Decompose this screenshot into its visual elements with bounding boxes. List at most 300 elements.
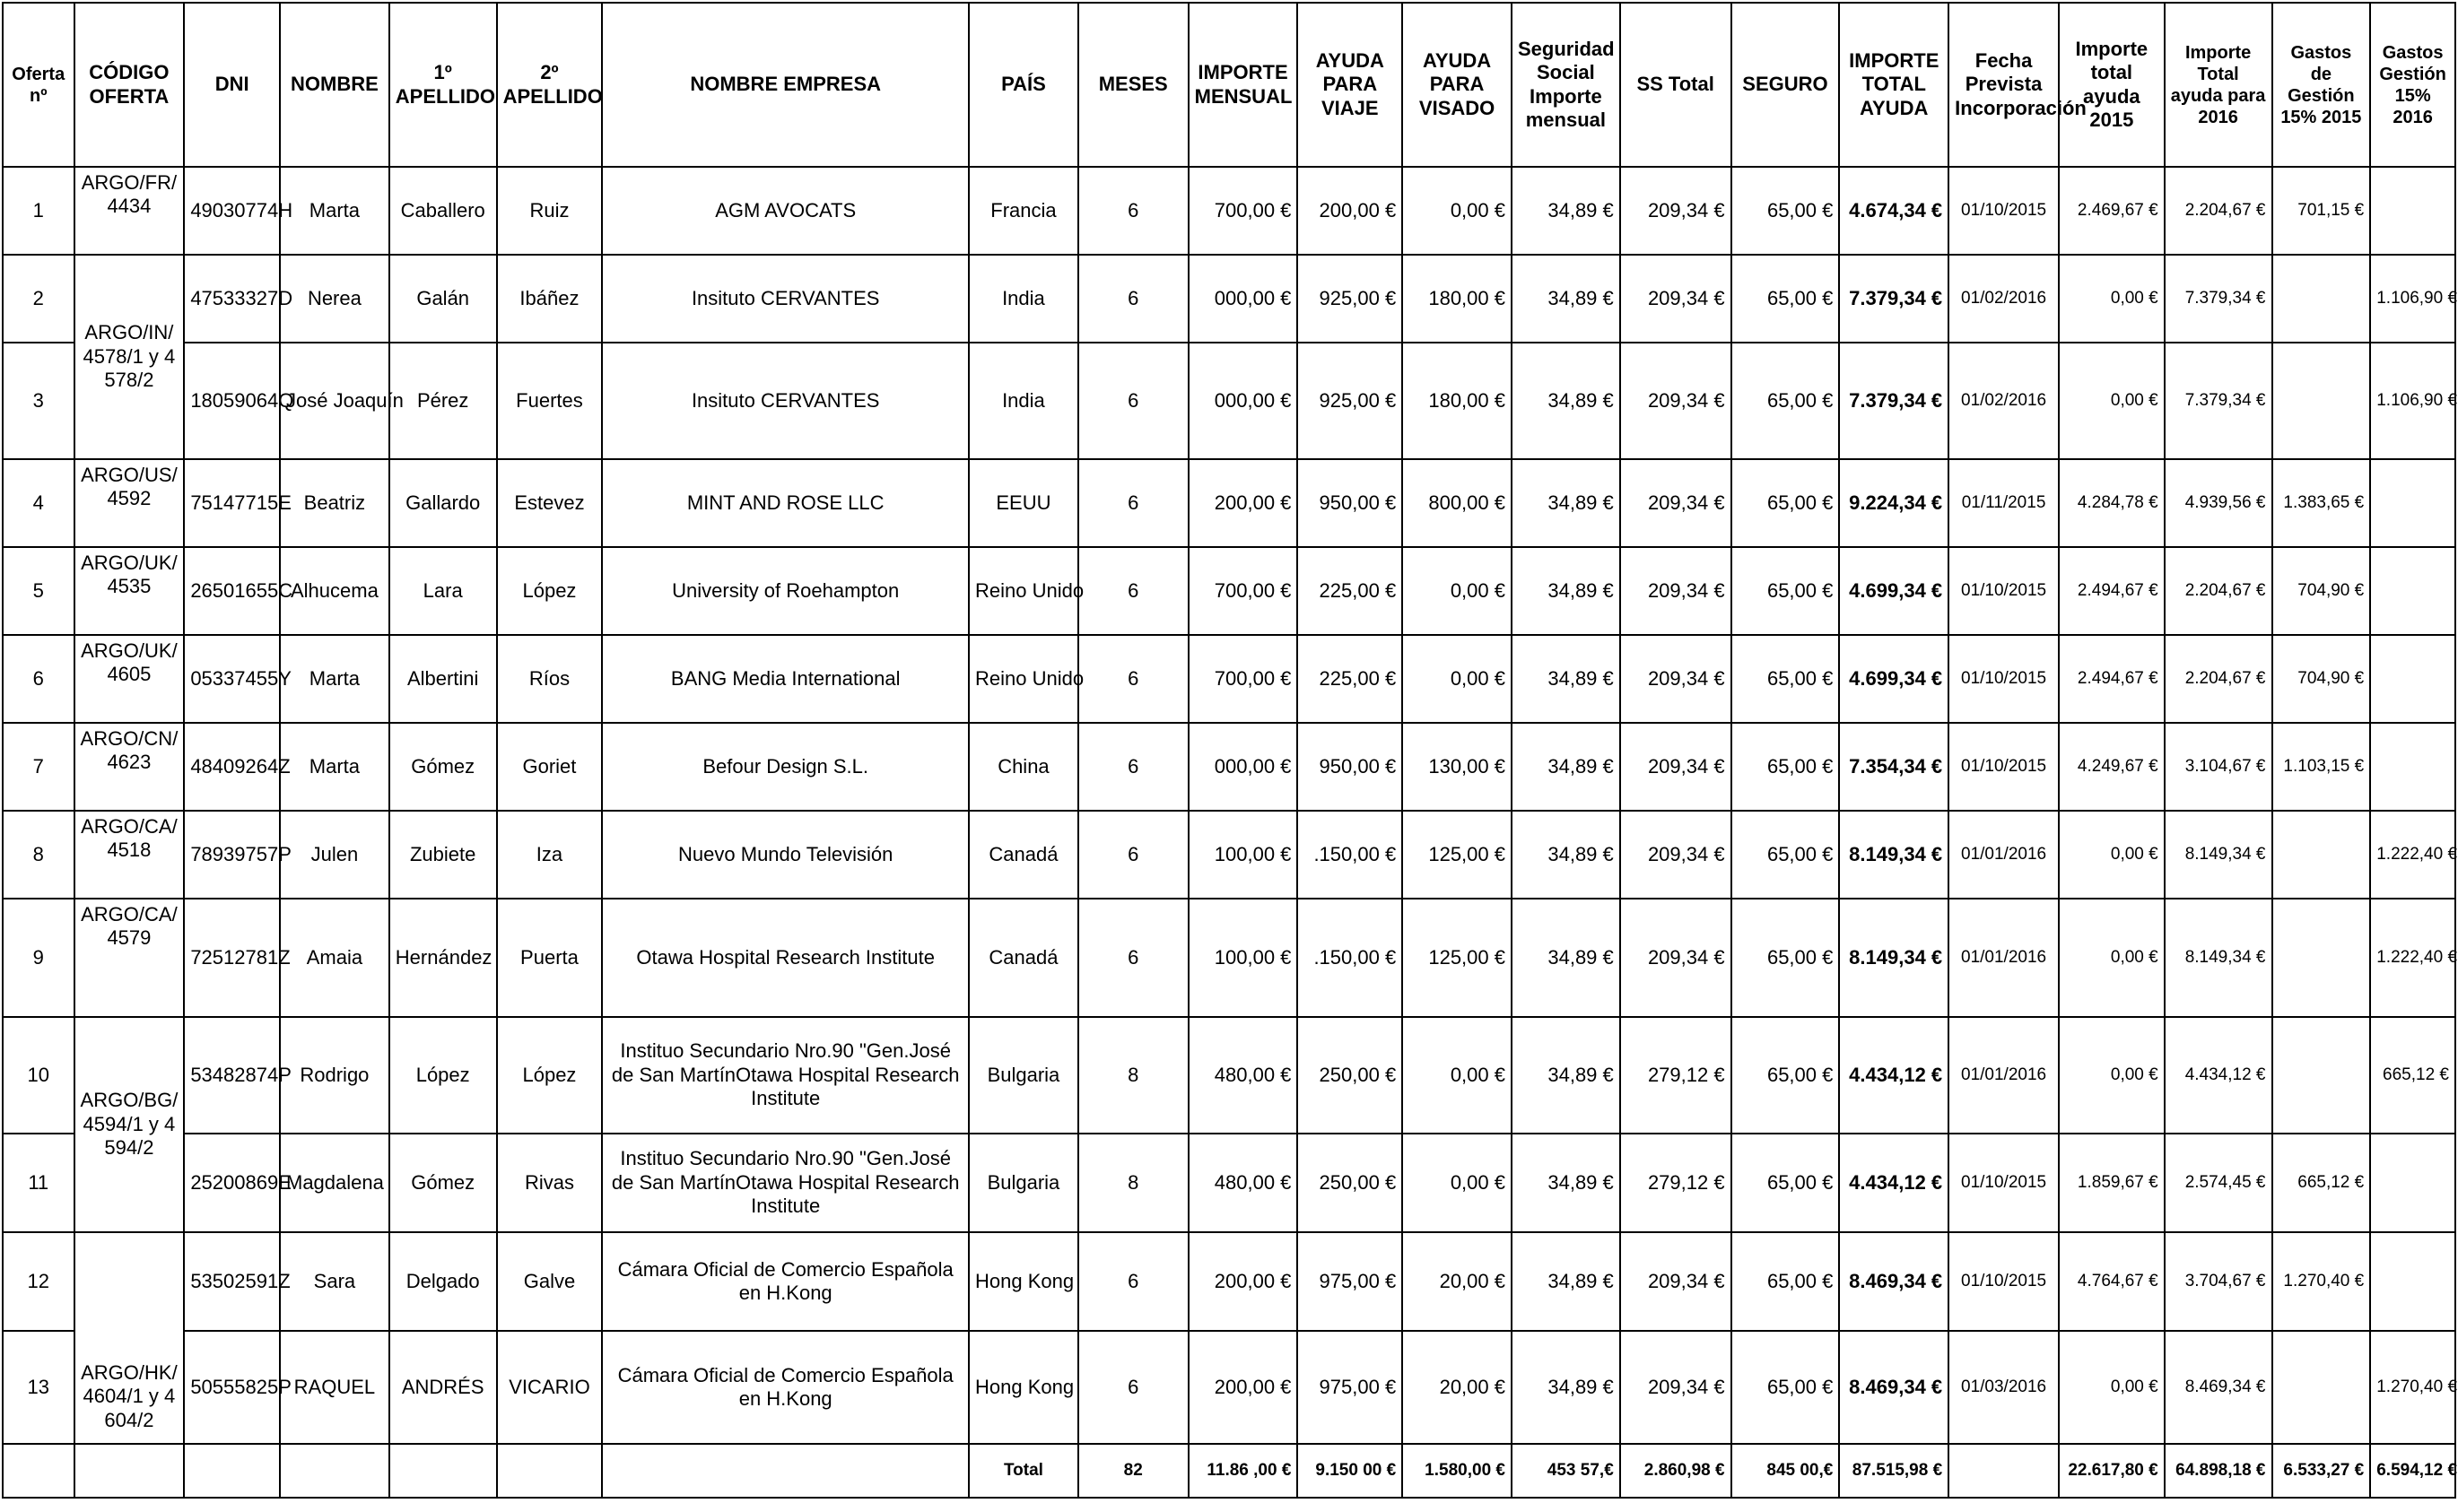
cell-pais: EEUU <box>969 459 1078 547</box>
cell-empresa: Befour Design S.L. <box>602 723 969 811</box>
cell-importe-2015: 1.859,67 € <box>2059 1134 2165 1232</box>
cell-dni: 05337455Y <box>184 635 280 723</box>
cell-empresa: Otawa Hospital Research Institute <box>602 899 969 1017</box>
cell-ss-total: 209,34 € <box>1620 343 1731 459</box>
cell-ayuda-viaje: 925,00 € <box>1297 255 1402 343</box>
cell-ss-mensual: 34,89 € <box>1512 547 1620 635</box>
cell-dni: 50555825P <box>184 1331 280 1444</box>
cell-pais: Bulgaria <box>969 1017 1078 1134</box>
cell-fecha: 01/01/2016 <box>1948 899 2059 1017</box>
cell-ayuda-viaje: 975,00 € <box>1297 1331 1402 1444</box>
cell-dni: 48409264Z <box>184 723 280 811</box>
header-meses: MESES <box>1078 3 1189 167</box>
table-row <box>3 255 2455 343</box>
cell-ss-total: 209,34 € <box>1620 811 1731 899</box>
cell-fecha: 01/10/2015 <box>1948 1134 2059 1232</box>
cell-importe-2016: 2.574,45 € <box>2165 1134 2272 1232</box>
header-pais: PAÍS <box>969 3 1078 167</box>
cell-ayuda-visado: 180,00 € <box>1402 343 1512 459</box>
cell-nombre: RAQUEL <box>280 1331 389 1444</box>
cell-importe-2016: 8.469,34 € <box>2165 1331 2272 1444</box>
cell-gastos-2015: 701,15 € <box>2272 167 2371 255</box>
cell-oferta: 12 <box>3 1232 74 1331</box>
table-row <box>3 1134 2455 1232</box>
cell-gastos-2015: 1.270,40 € <box>2272 1232 2371 1331</box>
cell-dni: 49030774H <box>184 167 280 255</box>
cell-ss-total: 209,34 € <box>1620 167 1731 255</box>
cell-gastos-2016 <box>2370 723 2455 811</box>
cell-ss-total: 209,34 € <box>1620 723 1731 811</box>
cell-empresa: AGM AVOCATS <box>602 167 969 255</box>
cell-gastos-2016: 1.222,40 € <box>2370 899 2455 1017</box>
cell-ayuda-visado: 130,00 € <box>1402 723 1512 811</box>
cell-ayuda-viaje: .150,00 € <box>1297 811 1402 899</box>
cell-gastos-2016: 1.270,40 € <box>2370 1331 2455 1444</box>
cell-apellido1: Caballero <box>389 167 497 255</box>
cell-ss-mensual: 34,89 € <box>1512 811 1620 899</box>
cell-ayuda-viaje: 250,00 € <box>1297 1017 1402 1134</box>
cell-importe-mensual: 200,00 € <box>1189 1232 1298 1331</box>
cell-importe-total: 4.699,34 € <box>1839 635 1948 723</box>
cell-nombre: Sara <box>280 1232 389 1331</box>
cell-ayuda-visado: 180,00 € <box>1402 255 1512 343</box>
cell-codigo: ARGO/UK/4535 <box>74 547 185 635</box>
cell-nombre: Marta <box>280 723 389 811</box>
cell-fecha: 01/10/2015 <box>1948 723 2059 811</box>
cell-importe-total: 4.674,34 € <box>1839 167 1948 255</box>
table-row <box>3 635 2455 723</box>
cell-fecha: 01/02/2016 <box>1948 343 2059 459</box>
header-ayuda-viaje: AYUDA PARA VIAJE <box>1297 3 1402 167</box>
cell-nombre: Amaia <box>280 899 389 1017</box>
cell-codigo: ARGO/FR/4434 <box>74 167 185 255</box>
total-importe-2015: 22.617,80 € <box>2059 1444 2165 1498</box>
cell-empresa: University of Roehampton <box>602 547 969 635</box>
header-fecha: Fecha Prevista Incorporación <box>1948 3 2059 167</box>
cell-ss-total: 209,34 € <box>1620 899 1731 1017</box>
cell-apellido2: López <box>497 547 603 635</box>
cell-ss-total: 209,34 € <box>1620 1331 1731 1444</box>
cell-importe-mensual: 000,00 € <box>1189 343 1298 459</box>
cell-ayuda-viaje: 250,00 € <box>1297 1134 1402 1232</box>
cell-seguro: 65,00 € <box>1731 811 1840 899</box>
table-row <box>3 547 2455 635</box>
cell-importe-2015: 2.494,67 € <box>2059 635 2165 723</box>
cell-importe-2015: 0,00 € <box>2059 343 2165 459</box>
header-oferta: Oferta nº <box>3 3 74 167</box>
cell-seguro: 65,00 € <box>1731 1331 1840 1444</box>
cell-apellido1: Hernández <box>389 899 497 1017</box>
cell-oferta: 10 <box>3 1017 74 1134</box>
cell-ss-mensual: 34,89 € <box>1512 1134 1620 1232</box>
cell-empty <box>74 1444 185 1498</box>
cell-ayuda-visado: 125,00 € <box>1402 811 1512 899</box>
header-ayuda-visado: AYUDA PARA VISADO <box>1402 3 1512 167</box>
cell-seguro: 65,00 € <box>1731 255 1840 343</box>
cell-meses: 6 <box>1078 635 1189 723</box>
cell-importe-total: 8.469,34 € <box>1839 1331 1948 1444</box>
cell-empty <box>497 1444 603 1498</box>
cell-dni: 18059064Q <box>184 343 280 459</box>
cell-importe-2016: 8.149,34 € <box>2165 811 2272 899</box>
cell-empresa: Instituo Secundario Nro.90 "Gen.José de San MartínOtawa Hospital Research Institute <box>602 1134 969 1232</box>
cell-gastos-2016 <box>2370 167 2455 255</box>
cell-apellido2: Goriet <box>497 723 603 811</box>
cell-empresa: BANG Media International <box>602 635 969 723</box>
cell-codigo: ARGO/HK/4604/1 y 4604/2 <box>74 1232 185 1444</box>
cell-empty <box>280 1444 389 1498</box>
total-seguro: 845 00,€ <box>1731 1444 1840 1498</box>
cell-importe-2016: 2.204,67 € <box>2165 167 2272 255</box>
cell-empty <box>389 1444 497 1498</box>
cell-nombre: Alhucema <box>280 547 389 635</box>
header-importe-total: IMPORTE TOTAL AYUDA <box>1839 3 1948 167</box>
header-importe-mensual: IMPORTE MENSUAL <box>1189 3 1298 167</box>
cell-importe-mensual: 480,00 € <box>1189 1134 1298 1232</box>
cell-seguro: 65,00 € <box>1731 635 1840 723</box>
cell-ss-mensual: 34,89 € <box>1512 167 1620 255</box>
cell-ayuda-viaje: 225,00 € <box>1297 635 1402 723</box>
header-ss-mensual: Seguridad Social Importe mensual <box>1512 3 1620 167</box>
cell-oferta: 11 <box>3 1134 74 1232</box>
cell-importe-2015: 0,00 € <box>2059 255 2165 343</box>
cell-gastos-2016 <box>2370 459 2455 547</box>
header-apellido2: 2º APELLIDO <box>497 3 603 167</box>
cell-ayuda-visado: 20,00 € <box>1402 1331 1512 1444</box>
cell-ss-total: 209,34 € <box>1620 255 1731 343</box>
table-row <box>3 899 2455 1017</box>
cell-dni: 75147715E <box>184 459 280 547</box>
cell-ayuda-viaje: 950,00 € <box>1297 723 1402 811</box>
cell-fecha: 01/10/2015 <box>1948 1232 2059 1331</box>
total-label: Total <box>969 1444 1078 1498</box>
cell-importe-2016: 2.204,67 € <box>2165 547 2272 635</box>
cell-importe-2016: 7.379,34 € <box>2165 343 2272 459</box>
cell-ayuda-viaje: 975,00 € <box>1297 1232 1402 1331</box>
cell-importe-2015: 2.469,67 € <box>2059 167 2165 255</box>
cell-meses: 6 <box>1078 811 1189 899</box>
cell-importe-2016: 4.939,56 € <box>2165 459 2272 547</box>
cell-importe-2015: 0,00 € <box>2059 1017 2165 1134</box>
cell-pais: India <box>969 255 1078 343</box>
cell-meses: 6 <box>1078 1232 1189 1331</box>
header-row <box>3 3 2455 167</box>
cell-empresa: Insituto CERVANTES <box>602 255 969 343</box>
cell-importe-mensual: 000,00 € <box>1189 255 1298 343</box>
header-seguro: SEGURO <box>1731 3 1840 167</box>
cell-pais: China <box>969 723 1078 811</box>
cell-ss-total: 209,34 € <box>1620 459 1731 547</box>
total-ss-total: 2.860,98 € <box>1620 1444 1731 1498</box>
cell-pais: Canadá <box>969 899 1078 1017</box>
cell-apellido2: Galve <box>497 1232 603 1331</box>
table-row <box>3 167 2455 255</box>
cell-importe-mensual: 100,00 € <box>1189 899 1298 1017</box>
cell-pais: India <box>969 343 1078 459</box>
cell-importe-total: 4.434,12 € <box>1839 1017 1948 1134</box>
cell-ss-mensual: 34,89 € <box>1512 1232 1620 1331</box>
table-row <box>3 811 2455 899</box>
cell-importe-mensual: 480,00 € <box>1189 1017 1298 1134</box>
cell-gastos-2016: 1.106,90 € <box>2370 255 2455 343</box>
cell-meses: 6 <box>1078 1331 1189 1444</box>
cell-oferta: 8 <box>3 811 74 899</box>
cell-pais: Reino Unido <box>969 635 1078 723</box>
cell-ss-mensual: 34,89 € <box>1512 255 1620 343</box>
cell-apellido2: VICARIO <box>497 1331 603 1444</box>
cell-codigo: ARGO/US/4592 <box>74 459 185 547</box>
table-row <box>3 1017 2455 1134</box>
cell-nombre: Magdalena <box>280 1134 389 1232</box>
cell-dni: 53502591Z <box>184 1232 280 1331</box>
cell-importe-2016: 4.434,12 € <box>2165 1017 2272 1134</box>
cell-pais: Hong Kong <box>969 1331 1078 1444</box>
cell-fecha: 01/01/2016 <box>1948 811 2059 899</box>
cell-oferta: 1 <box>3 167 74 255</box>
cell-dni: 25200869E <box>184 1134 280 1232</box>
header-gastos-2015: Gastos de Gestión 15% 2015 <box>2272 3 2371 167</box>
cell-importe-2016: 2.204,67 € <box>2165 635 2272 723</box>
cell-oferta: 9 <box>3 899 74 1017</box>
cell-ayuda-viaje: 225,00 € <box>1297 547 1402 635</box>
cell-importe-mensual: 200,00 € <box>1189 459 1298 547</box>
cell-fecha: 01/10/2015 <box>1948 547 2059 635</box>
cell-apellido1: López <box>389 1017 497 1134</box>
cell-ayuda-visado: 800,00 € <box>1402 459 1512 547</box>
cell-ss-mensual: 34,89 € <box>1512 343 1620 459</box>
cell-codigo: ARGO/UK/4605 <box>74 635 185 723</box>
cell-apellido2: Estevez <box>497 459 603 547</box>
cell-importe-2016: 7.379,34 € <box>2165 255 2272 343</box>
header-gastos-2016: Gastos Gestión 15% 2016 <box>2370 3 2455 167</box>
cell-seguro: 65,00 € <box>1731 1134 1840 1232</box>
cell-apellido1: ANDRÉS <box>389 1331 497 1444</box>
cell-meses: 6 <box>1078 547 1189 635</box>
cell-gastos-2016: 1.106,90 € <box>2370 343 2455 459</box>
header-apellido1: 1º APELLIDO <box>389 3 497 167</box>
cell-gastos-2016 <box>2370 547 2455 635</box>
cell-empty <box>3 1444 74 1498</box>
cell-fecha: 01/02/2016 <box>1948 255 2059 343</box>
cell-gastos-2015 <box>2272 1017 2371 1134</box>
cell-ayuda-visado: 125,00 € <box>1402 899 1512 1017</box>
aid-spreadsheet <box>2 2 2456 1499</box>
cell-importe-2015: 0,00 € <box>2059 899 2165 1017</box>
cell-ayuda-visado: 0,00 € <box>1402 1017 1512 1134</box>
cell-nombre: Beatriz <box>280 459 389 547</box>
cell-dni: 53482874P <box>184 1017 280 1134</box>
cell-ss-total: 209,34 € <box>1620 635 1731 723</box>
cell-gastos-2016 <box>2370 635 2455 723</box>
cell-gastos-2015 <box>2272 255 2371 343</box>
header-importe-2015: Importe total ayuda 2015 <box>2059 3 2165 167</box>
cell-fecha: 01/03/2016 <box>1948 1331 2059 1444</box>
cell-seguro: 65,00 € <box>1731 1017 1840 1134</box>
totals-row <box>3 1444 2455 1498</box>
cell-importe-total: 4.434,12 € <box>1839 1134 1948 1232</box>
cell-importe-mensual: 000,00 € <box>1189 723 1298 811</box>
cell-ss-mensual: 34,89 € <box>1512 723 1620 811</box>
cell-apellido1: Gómez <box>389 723 497 811</box>
cell-oferta: 5 <box>3 547 74 635</box>
cell-ayuda-visado: 0,00 € <box>1402 167 1512 255</box>
cell-seguro: 65,00 € <box>1731 1232 1840 1331</box>
table-row <box>3 459 2455 547</box>
cell-nombre: Marta <box>280 167 389 255</box>
cell-gastos-2016: 1.222,40 € <box>2370 811 2455 899</box>
cell-fecha: 01/10/2015 <box>1948 635 2059 723</box>
cell-nombre: Marta <box>280 635 389 723</box>
cell-empresa: Insituto CERVANTES <box>602 343 969 459</box>
cell-codigo: ARGO/BG/4594/1 y 4594/2 <box>74 1017 185 1232</box>
cell-apellido2: Rivas <box>497 1134 603 1232</box>
cell-fecha: 01/01/2016 <box>1948 1017 2059 1134</box>
cell-seguro: 65,00 € <box>1731 459 1840 547</box>
cell-gastos-2016 <box>2370 1232 2455 1331</box>
cell-importe-total: 9.224,34 € <box>1839 459 1948 547</box>
cell-pais: Francia <box>969 167 1078 255</box>
cell-apellido1: Pérez <box>389 343 497 459</box>
cell-apellido2: Ibáñez <box>497 255 603 343</box>
cell-nombre: Julen <box>280 811 389 899</box>
cell-oferta: 2 <box>3 255 74 343</box>
cell-importe-mensual: 700,00 € <box>1189 547 1298 635</box>
cell-dni: 78939757P <box>184 811 280 899</box>
cell-importe-2015: 4.284,78 € <box>2059 459 2165 547</box>
cell-gastos-2015: 1.383,65 € <box>2272 459 2371 547</box>
cell-ss-mensual: 34,89 € <box>1512 899 1620 1017</box>
cell-seguro: 65,00 € <box>1731 167 1840 255</box>
cell-apellido2: Ríos <box>497 635 603 723</box>
cell-ayuda-visado: 0,00 € <box>1402 547 1512 635</box>
cell-empty <box>602 1444 969 1498</box>
cell-gastos-2015 <box>2272 811 2371 899</box>
cell-importe-total: 8.149,34 € <box>1839 811 1948 899</box>
cell-gastos-2015: 704,90 € <box>2272 635 2371 723</box>
cell-apellido2: Fuertes <box>497 343 603 459</box>
cell-importe-2015: 0,00 € <box>2059 811 2165 899</box>
total-gastos-2015: 6.533,27 € <box>2272 1444 2371 1498</box>
cell-importe-2016: 3.104,67 € <box>2165 723 2272 811</box>
cell-seguro: 65,00 € <box>1731 723 1840 811</box>
cell-importe-2015: 4.249,67 € <box>2059 723 2165 811</box>
cell-nombre: José Joaquín <box>280 343 389 459</box>
cell-apellido2: Puerta <box>497 899 603 1017</box>
cell-ss-mensual: 34,89 € <box>1512 635 1620 723</box>
cell-codigo: ARGO/CN/4623 <box>74 723 185 811</box>
cell-importe-2015: 4.764,67 € <box>2059 1232 2165 1331</box>
cell-empresa: Cámara Oficial de Comercio Española en H.Kong <box>602 1232 969 1331</box>
cell-meses: 8 <box>1078 1017 1189 1134</box>
cell-fecha: 01/11/2015 <box>1948 459 2059 547</box>
cell-importe-mensual: 100,00 € <box>1189 811 1298 899</box>
cell-codigo: ARGO/CA/4518 <box>74 811 185 899</box>
cell-meses: 6 <box>1078 723 1189 811</box>
cell-importe-2016: 3.704,67 € <box>2165 1232 2272 1331</box>
cell-oferta: 3 <box>3 343 74 459</box>
cell-ss-total: 279,12 € <box>1620 1017 1731 1134</box>
cell-ss-mensual: 34,89 € <box>1512 1017 1620 1134</box>
cell-importe-total: 7.354,34 € <box>1839 723 1948 811</box>
cell-seguro: 65,00 € <box>1731 343 1840 459</box>
header-importe-2016: Importe Total ayuda para 2016 <box>2165 3 2272 167</box>
cell-dni: 72512781Z <box>184 899 280 1017</box>
cell-importe-total: 7.379,34 € <box>1839 343 1948 459</box>
cell-importe-mensual: 700,00 € <box>1189 167 1298 255</box>
cell-ss-mensual: 34,89 € <box>1512 459 1620 547</box>
total-ayuda-visado: 1.580,00 € <box>1402 1444 1512 1498</box>
cell-pais: Hong Kong <box>969 1232 1078 1331</box>
cell-meses: 6 <box>1078 459 1189 547</box>
cell-dni: 26501655C <box>184 547 280 635</box>
cell-gastos-2016: 665,12 € <box>2370 1017 2455 1134</box>
cell-empty <box>1948 1444 2059 1498</box>
cell-fecha: 01/10/2015 <box>1948 167 2059 255</box>
cell-importe-mensual: 700,00 € <box>1189 635 1298 723</box>
cell-meses: 6 <box>1078 343 1189 459</box>
cell-apellido1: Albertini <box>389 635 497 723</box>
cell-apellido1: Gómez <box>389 1134 497 1232</box>
cell-apellido1: Gallardo <box>389 459 497 547</box>
cell-gastos-2015 <box>2272 343 2371 459</box>
cell-ss-mensual: 34,89 € <box>1512 1331 1620 1444</box>
cell-meses: 8 <box>1078 1134 1189 1232</box>
total-importe-total: 87.515,98 € <box>1839 1444 1948 1498</box>
cell-empresa: MINT AND ROSE LLC <box>602 459 969 547</box>
cell-empresa: Cámara Oficial de Comercio Española en H.Kong <box>602 1331 969 1444</box>
cell-meses: 6 <box>1078 255 1189 343</box>
table-row <box>3 1232 2455 1331</box>
cell-ayuda-viaje: 925,00 € <box>1297 343 1402 459</box>
cell-apellido2: Iza <box>497 811 603 899</box>
cell-ayuda-visado: 20,00 € <box>1402 1232 1512 1331</box>
cell-importe-total: 8.149,34 € <box>1839 899 1948 1017</box>
header-codigo: CÓDIGO OFERTA <box>74 3 185 167</box>
cell-oferta: 7 <box>3 723 74 811</box>
cell-ss-total: 209,34 € <box>1620 1232 1731 1331</box>
cell-oferta: 13 <box>3 1331 74 1444</box>
cell-codigo: ARGO/IN/4578/1 y 4578/2 <box>74 255 185 459</box>
total-importe-2016: 64.898,18 € <box>2165 1444 2272 1498</box>
total-ss-mensual: 453 57,€ <box>1512 1444 1620 1498</box>
cell-pais: Reino Unido <box>969 547 1078 635</box>
cell-importe-2015: 2.494,67 € <box>2059 547 2165 635</box>
cell-meses: 6 <box>1078 899 1189 1017</box>
cell-gastos-2015: 665,12 € <box>2272 1134 2371 1232</box>
table-row <box>3 1331 2455 1444</box>
header-nombre: NOMBRE <box>280 3 389 167</box>
cell-ayuda-viaje: .150,00 € <box>1297 899 1402 1017</box>
total-importe-mensual: 11.86 ,00 € <box>1189 1444 1298 1498</box>
cell-ss-total: 209,34 € <box>1620 547 1731 635</box>
cell-gastos-2015: 704,90 € <box>2272 547 2371 635</box>
cell-apellido1: Lara <box>389 547 497 635</box>
cell-ss-total: 279,12 € <box>1620 1134 1731 1232</box>
cell-seguro: 65,00 € <box>1731 547 1840 635</box>
cell-apellido2: Ruiz <box>497 167 603 255</box>
cell-codigo: ARGO/CA/4579 <box>74 899 185 1017</box>
total-gastos-2016: 6.594,12 € <box>2370 1444 2455 1498</box>
header-dni: DNI <box>184 3 280 167</box>
table-row <box>3 723 2455 811</box>
cell-empresa: Nuevo Mundo Televisión <box>602 811 969 899</box>
cell-apellido1: Galán <box>389 255 497 343</box>
header-ss-total: SS Total <box>1620 3 1731 167</box>
cell-ayuda-viaje: 950,00 € <box>1297 459 1402 547</box>
cell-empresa: Instituo Secundario Nro.90 "Gen.José de San MartínOtawa Hospital Research Institute <box>602 1017 969 1134</box>
cell-gastos-2015 <box>2272 1331 2371 1444</box>
cell-importe-2015: 0,00 € <box>2059 1331 2165 1444</box>
